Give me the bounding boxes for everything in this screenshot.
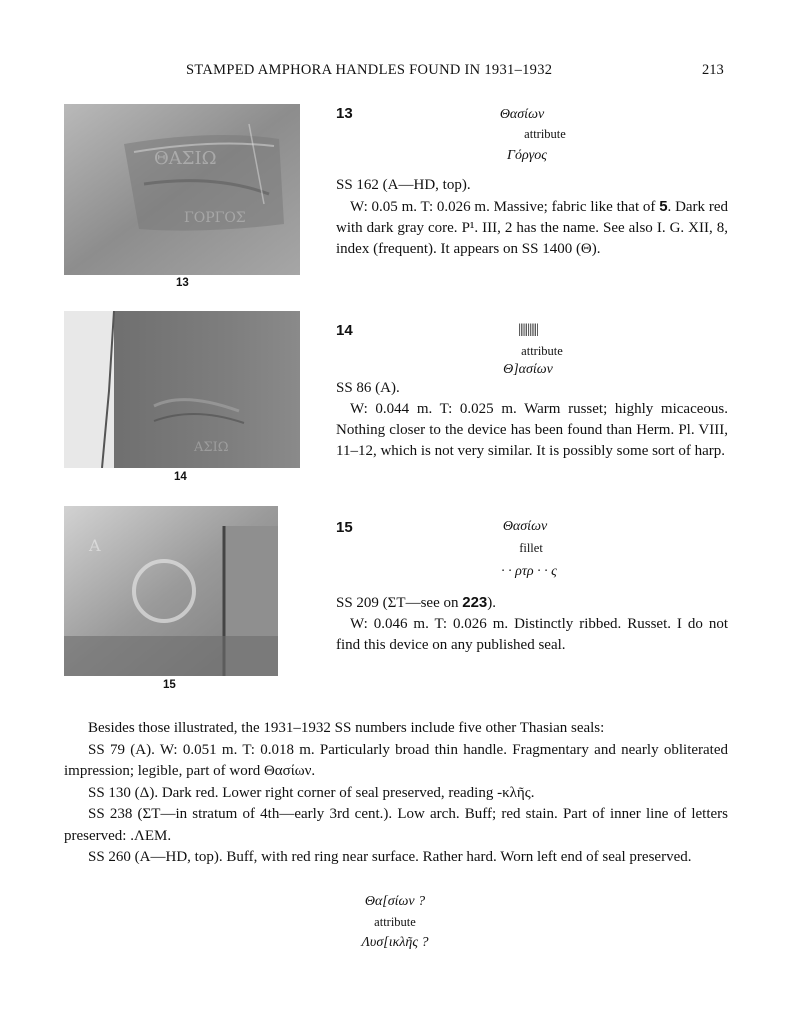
additional-seals-intro: Besides those illustrated, the 1931–1932 SS numbers include five other Thasian seals: [88, 720, 605, 736]
additional-seals [64, 718, 728, 869]
stamp-photo-13 [64, 104, 300, 275]
additional-seal-item: SS 130 (Δ). Dark red. Lower right corner of seal preserved, reading -κλῆς. [88, 784, 535, 801]
stamp-line-14-bottom: Θ]ασίων [503, 362, 553, 377]
entry-number-15: 15 [336, 519, 353, 536]
final-stamp-device: attribute [374, 915, 416, 929]
photo-caption-15: 15 [163, 679, 176, 691]
stamp-device-14: attribute [521, 344, 563, 358]
running-head: STAMPED AMPHORA HANDLES FOUND IN 1931–1932 [186, 62, 553, 78]
stamp-photo-14 [64, 311, 300, 468]
svg-text:ΓΟΡΓΟΣ: ΓΟΡΓΟΣ [184, 210, 246, 226]
entry-text-15 [336, 592, 728, 656]
final-stamp [300, 892, 490, 954]
entry-text-14 [336, 378, 728, 462]
entry-number-13: 13 [336, 105, 353, 122]
additional-seal-item: SS 79 (A). W: 0.051 m. T: 0.018 m. Particularly broad thin handle. Fragmentary and nearly obliterated impression; legible, part of word Θασίων. [64, 741, 728, 779]
svg-text:ΑΣΙΩ: ΑΣΙΩ [194, 440, 229, 455]
stamp-line-13-top: Θασίων [499, 107, 545, 122]
stamp-line-15-top: Θασίων [502, 519, 548, 534]
svg-text:Α: Α [89, 536, 101, 555]
final-stamp-line1: Θα[σίων ? [364, 894, 426, 909]
additional-seal-item: SS 260 (A—HD, top). Buff, with red ring near surface. Rather hard. Worn left end of seal preserved. [88, 849, 692, 865]
final-stamp-line2: Λυσ[ικλῆς ? [361, 935, 429, 950]
additional-seal-item: SS 238 (ΣΤ—in stratum of 4th—early 3rd cent.). Low arch. Buff; red stain. Part of inner line of letters preserved: .ΛΕΜ. [64, 806, 728, 844]
photo-caption-13: 13 [176, 277, 189, 289]
stamp-line-15-bottom: · · ρτρ · · ς [501, 564, 557, 579]
entry-text-13 [336, 175, 728, 260]
entry-ref-14: SS 86 (A). [336, 380, 400, 396]
entry-number-14: 14 [336, 322, 353, 339]
entry-ref-15: SS 209 (ΣΤ—see on 223). [336, 594, 497, 611]
svg-text:ΘΑΣΙΩ: ΘΑΣΙΩ [154, 148, 217, 169]
photo-caption-14: 14 [174, 471, 187, 483]
stamp-device-15: fillet [519, 541, 543, 555]
stamp-photo-15 [64, 506, 278, 676]
stamp-device-13: attribute [524, 127, 566, 141]
entry-desc-13: W: 0.05 m. T: 0.026 m. Massive; fabric like that of 5. Dark red with dark gray core. P¹. III, 2 has the name. See also I. G. XII, 8, index (frequent). It appears on SS 1400 (Θ). [336, 198, 728, 257]
entry-ref-13: SS 162 (A—HD, top). [336, 177, 471, 193]
stamp-line-13-bottom: Γόργος [507, 148, 547, 163]
entry-desc-14: W: 0.044 m. T: 0.025 m. Warm russet; highly micaceous. Nothing closer to the device has been found than Herm. Pl. VIII, 11–12, which is not very similar. It is possibly some sort of harp. [336, 401, 728, 459]
entry-desc-15: W: 0.046 m. T: 0.026 m. Distinctly ribbed. Russet. I do not find this device on any published seal. [336, 616, 728, 653]
page-number: 213 [702, 62, 724, 78]
stamp-line-14-top: ||||||||||| [518, 322, 538, 337]
